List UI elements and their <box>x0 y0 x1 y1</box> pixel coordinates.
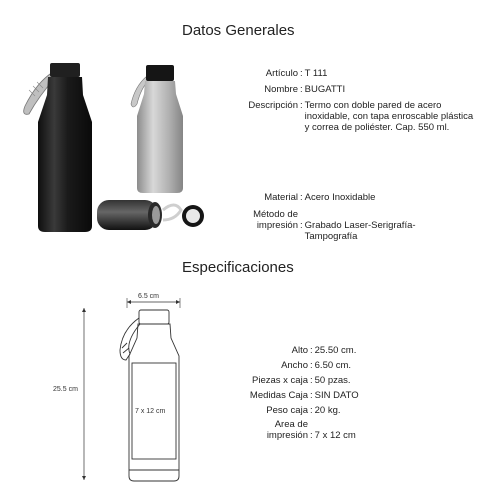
area-label <box>238 419 308 441</box>
colon: : <box>300 192 303 203</box>
product-photo <box>15 60 215 240</box>
medidas-label: Medidas Caja <box>249 390 308 401</box>
alto-value: 25.50 cm. <box>314 345 357 356</box>
colon: : <box>310 405 313 416</box>
metodo-label-line2: impresión <box>256 220 298 231</box>
row-material <box>240 192 375 203</box>
row-articulo <box>240 68 327 79</box>
descripcion-label: Descripción <box>248 100 298 111</box>
colon: : <box>300 84 303 95</box>
piezas-value: 50 pzas. <box>314 375 351 386</box>
lying-bottle <box>97 200 204 230</box>
row-nombre <box>240 84 345 95</box>
ancho-label: Ancho <box>281 360 308 371</box>
piezas-label: Piezas x caja <box>252 375 308 386</box>
metodo-label-line1: Método de <box>253 209 298 220</box>
colon: : <box>310 375 313 386</box>
peso-value: 20 kg. <box>314 405 341 416</box>
row-alto <box>238 345 356 356</box>
metodo-value: Grabado Laser-Serigrafía-Tampografía <box>304 220 416 242</box>
descripcion-value: Termo con doble pared de acero inoxidable, con tapa enroscable plástica y correa de poliéster. Cap. 550 ml. <box>304 100 474 133</box>
area-value: 7 x 12 cm <box>314 430 356 441</box>
alto-label: Alto <box>291 345 308 356</box>
material-value: Acero Inoxidable <box>304 192 376 203</box>
row-medidas <box>238 390 359 401</box>
row-area <box>238 419 356 441</box>
articulo-value: T 111 <box>304 68 328 79</box>
row-ancho <box>238 360 351 371</box>
colon: : <box>310 345 313 356</box>
ancho-value: 6.50 cm. <box>314 360 352 371</box>
articulo-label: Artículo <box>265 68 298 79</box>
material-label: Material <box>264 192 298 203</box>
row-peso <box>238 405 341 416</box>
row-descripcion <box>240 100 475 133</box>
row-metodo <box>240 209 435 242</box>
height-dimension-label: 25.5 cm <box>53 386 78 393</box>
area-label-line2: impresión <box>266 430 308 441</box>
row-piezas <box>238 375 351 386</box>
colon: : <box>310 360 313 371</box>
colon: : <box>310 430 313 441</box>
print-area-label: 7 x 12 cm <box>135 408 166 415</box>
metodo-label <box>240 209 298 242</box>
peso-label: Peso caja <box>266 405 308 416</box>
bottle-outline <box>120 310 179 481</box>
specs-title: Especificaciones <box>182 259 294 276</box>
width-dimension-label: 6.5 cm <box>138 293 160 300</box>
medidas-value: SIN DATO <box>314 390 359 401</box>
colon: : <box>300 100 303 111</box>
colon: : <box>300 68 303 79</box>
general-title: Datos Generales <box>182 22 295 39</box>
colon: : <box>310 390 313 401</box>
nombre-value: BUGATTI <box>304 84 346 95</box>
colon: : <box>300 220 303 231</box>
nombre-label: Nombre <box>264 84 298 95</box>
area-label-line1: Area de <box>274 419 308 430</box>
